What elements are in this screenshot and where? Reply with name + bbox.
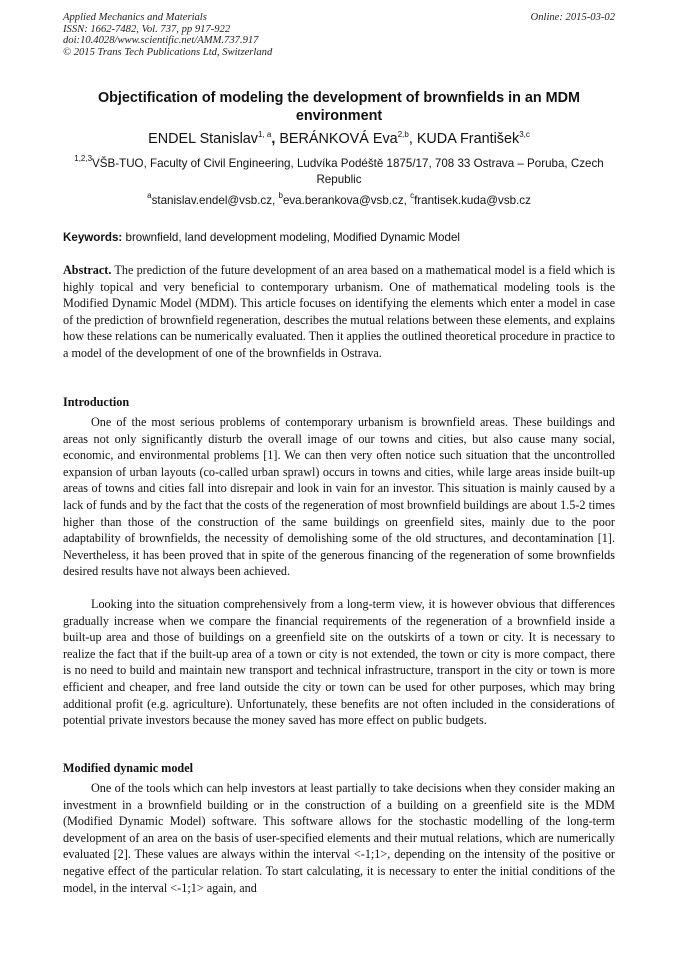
journal-name: Applied Mechanics and Materials [63, 12, 207, 23]
affiliation-mark: 1,2,3 [74, 154, 93, 163]
author-name: BERÁNKOVÁ Eva [279, 131, 398, 147]
keywords-text: brownfield, land development modeling, Modified Dynamic Model [122, 231, 460, 244]
email-address[interactable]: frantisek.kuda@vsb.cz [414, 194, 531, 207]
affiliation-text: VŠB-TUO, Faculty of Civil Engineering, Ludvíka Podéště 1875/17, 708 33 Ostrava – Poruba, Czech Republic [92, 157, 604, 186]
paragraph: One of the tools which can help investors at least partially to take decisions when they consider making an investment in a brownfield building or in the construction of a building on a greenfield site is the MDM (Modified Dynamic Model) software. This software allows for the stochastic modelling of the long-term development of an area on the basis of user-specified elements and their mutual relations, which are numerically evaluated [2]. These values are always within the interval <-1;1>, depending on the intensity of the positive or negative effect of the particular relation. To start calculating, it is necessary to enter the initial conditions of the model, in the interval <-1;1> again, and [63, 781, 615, 895]
email-mark: a [147, 191, 152, 200]
email-mark: b [278, 191, 283, 200]
author-separator: , [408, 131, 417, 147]
section-heading-modified-dynamic-model: Modified dynamic model [63, 761, 193, 775]
abstract-label: Abstract. [63, 263, 112, 277]
paper-title: Objectification of modeling the development of brownfields in an MDM environment [97, 90, 581, 124]
email-address[interactable]: stanislav.endel@vsb.cz [151, 194, 273, 207]
journal-issn: ISSN: 1662-7482, Vol. 737, pp 917-922 [63, 23, 231, 35]
author-separator: , [271, 131, 280, 147]
section-heading-introduction: Introduction [63, 395, 130, 409]
email-separator: , [403, 194, 411, 207]
paragraph: Looking into the situation comprehensively from a long-term view, it is however obvious that differences gradually increase when we compare the financial requirements of the regeneration of a brownfield inside a built-up area and those of buildings on a greenfield site on the outskirts of a town or city. It is necessary to realize the fact that if the built-up area of a town or city is not extended, the town or city is more compact, there is no need to build and maintain new transport and technical infrastructure, transport in the city or town is more efficient and cheaper, and free land outside the city or town can be used for other purposes, which may bring additional profit (e.g. agriculture). Unfortunately, these benefits are not often included in the considerations of potential private investors because the money saved has more effect on public budgets. [63, 597, 615, 728]
journal-doi: doi:10.4028/www.scientific.net/AMM.737.917 [63, 35, 259, 47]
abstract [63, 262, 615, 362]
author-list [63, 130, 615, 148]
author-affiliation-mark: 1, a [257, 130, 272, 139]
online-date: Online: 2015-03-02 [530, 12, 615, 23]
author-name: ENDEL Stanislav [148, 131, 258, 147]
email-list [63, 191, 615, 208]
paragraph: One of the most serious problems of contemporary urbanism is brownfield areas. These buildings and areas not only significantly disturb the overall image of our towns and cities, but also cause many social, economic, and environmental problems [1]. We can then very often notice such situation that the uncontrolled expansion of urban layouts (co-called urban sprawl) occurs in towns and cities, while large areas inside built-up areas of towns and cities fall into disrepair and look in vain for an investor. This situation is mainly caused by a lack of funds and by the fact that the costs of the regeneration of most brownfield buildings are about 1.5-2 times higher than those of the construction of the same buildings on greenfield sites, mainly due to the poor adaptability of brownfields, the necessity of demolishing some of the old structures, and decontamination [1]. Nevertheless, it has been proved that in spite of the generous financing of the regeneration of some brownfields desired results have not always been achieved. [63, 415, 615, 579]
email-separator: , [272, 194, 279, 207]
journal-copyright: © 2015 Trans Tech Publications Ltd, Switzerland [63, 46, 273, 58]
author-name: KUDA František [416, 131, 520, 147]
email-address[interactable]: eva.berankova@vsb.cz [282, 194, 404, 207]
affiliation [63, 156, 615, 187]
author-affiliation-mark: 2,b [397, 130, 409, 139]
journal-header [63, 12, 615, 58]
abstract-text: The prediction of the future development of an area based on a mathematical model is a field which is highly topical and very beneficial to contemporary urbanism. One of mathematical modeling tools is the Modified Dynamic Model (MDM). This article focuses on identifying the elements which enter a model in case of the prediction of brownfield regeneration, describes the mutual relations between these elements, and explains how these relations can be numerically evaluated. Then it applies the outlined theoretical procedure in practice to a model of the development of one of the brownfields in Ostrava. [63, 263, 615, 360]
keywords-label: Keywords: [63, 231, 123, 244]
author-affiliation-mark: 3,c [519, 130, 530, 139]
email-mark: c [410, 191, 415, 200]
keywords [63, 231, 615, 245]
